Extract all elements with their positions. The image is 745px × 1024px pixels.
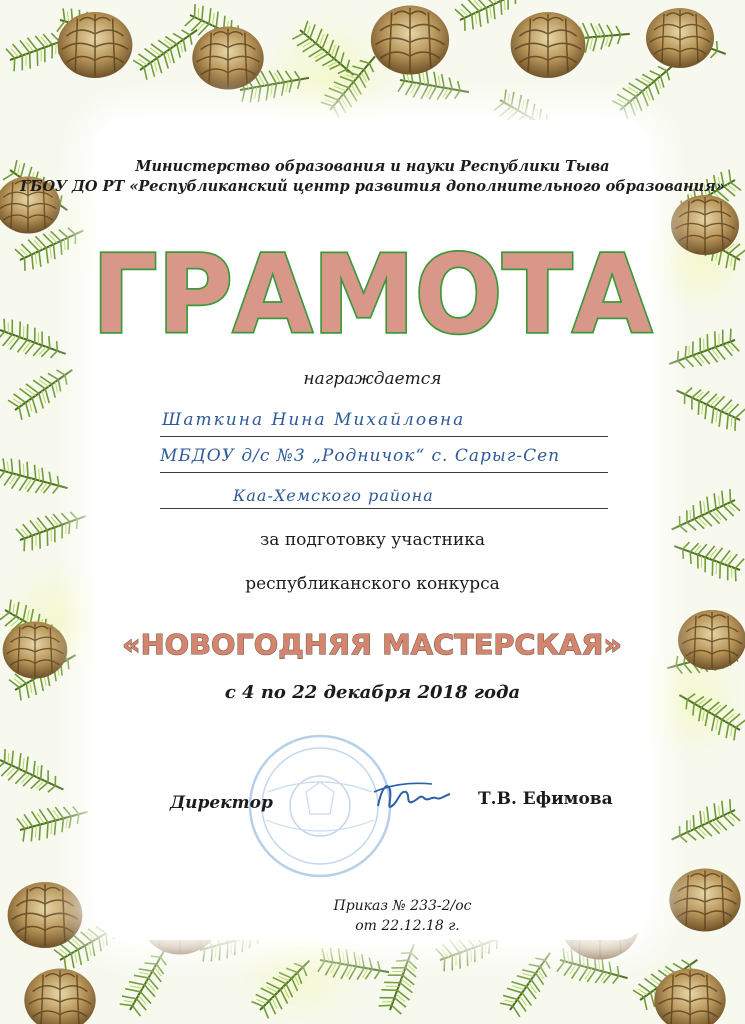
certificate-title <box>60 232 685 344</box>
order-number: Приказ № 233-2/ос <box>333 898 472 914</box>
contest-dates: с 4 по 22 декабря 2018 года <box>224 682 521 703</box>
reason-line-1: за подготовку участника <box>260 530 485 550</box>
institution-name: ГБОУ ДО РТ «Республиканский центр развития дополнительного образования» <box>20 178 725 195</box>
director-name: Т.В. Ефимова <box>478 789 613 809</box>
director-title: Директор <box>170 793 273 813</box>
recipient-line-1 <box>160 436 608 437</box>
recipient-line-3 <box>160 508 608 509</box>
recipient-name: Шаткина Нина Михайловна <box>162 410 466 430</box>
recipient-organization: МБДОУ д/с №3 „Родничок“ с. Сарыг-Сеп <box>160 446 561 466</box>
recipient-line-2 <box>160 472 608 473</box>
ministry-name: Министерство образования и науки Республики Тыва <box>135 158 610 175</box>
reason-line-2: республиканского конкурса <box>245 574 500 594</box>
recipient-district: Каа-Хемского района <box>233 486 434 505</box>
title-text: ГРАМОТА <box>92 233 653 344</box>
contest-name <box>110 616 635 664</box>
director-signature <box>372 776 456 816</box>
awarded-label: награждается <box>303 369 442 389</box>
contest-name-text: «НОВОГОДНЯЯ МАСТЕРСКАЯ» <box>122 628 622 661</box>
order-date: от 22.12.18 г. <box>355 918 460 934</box>
